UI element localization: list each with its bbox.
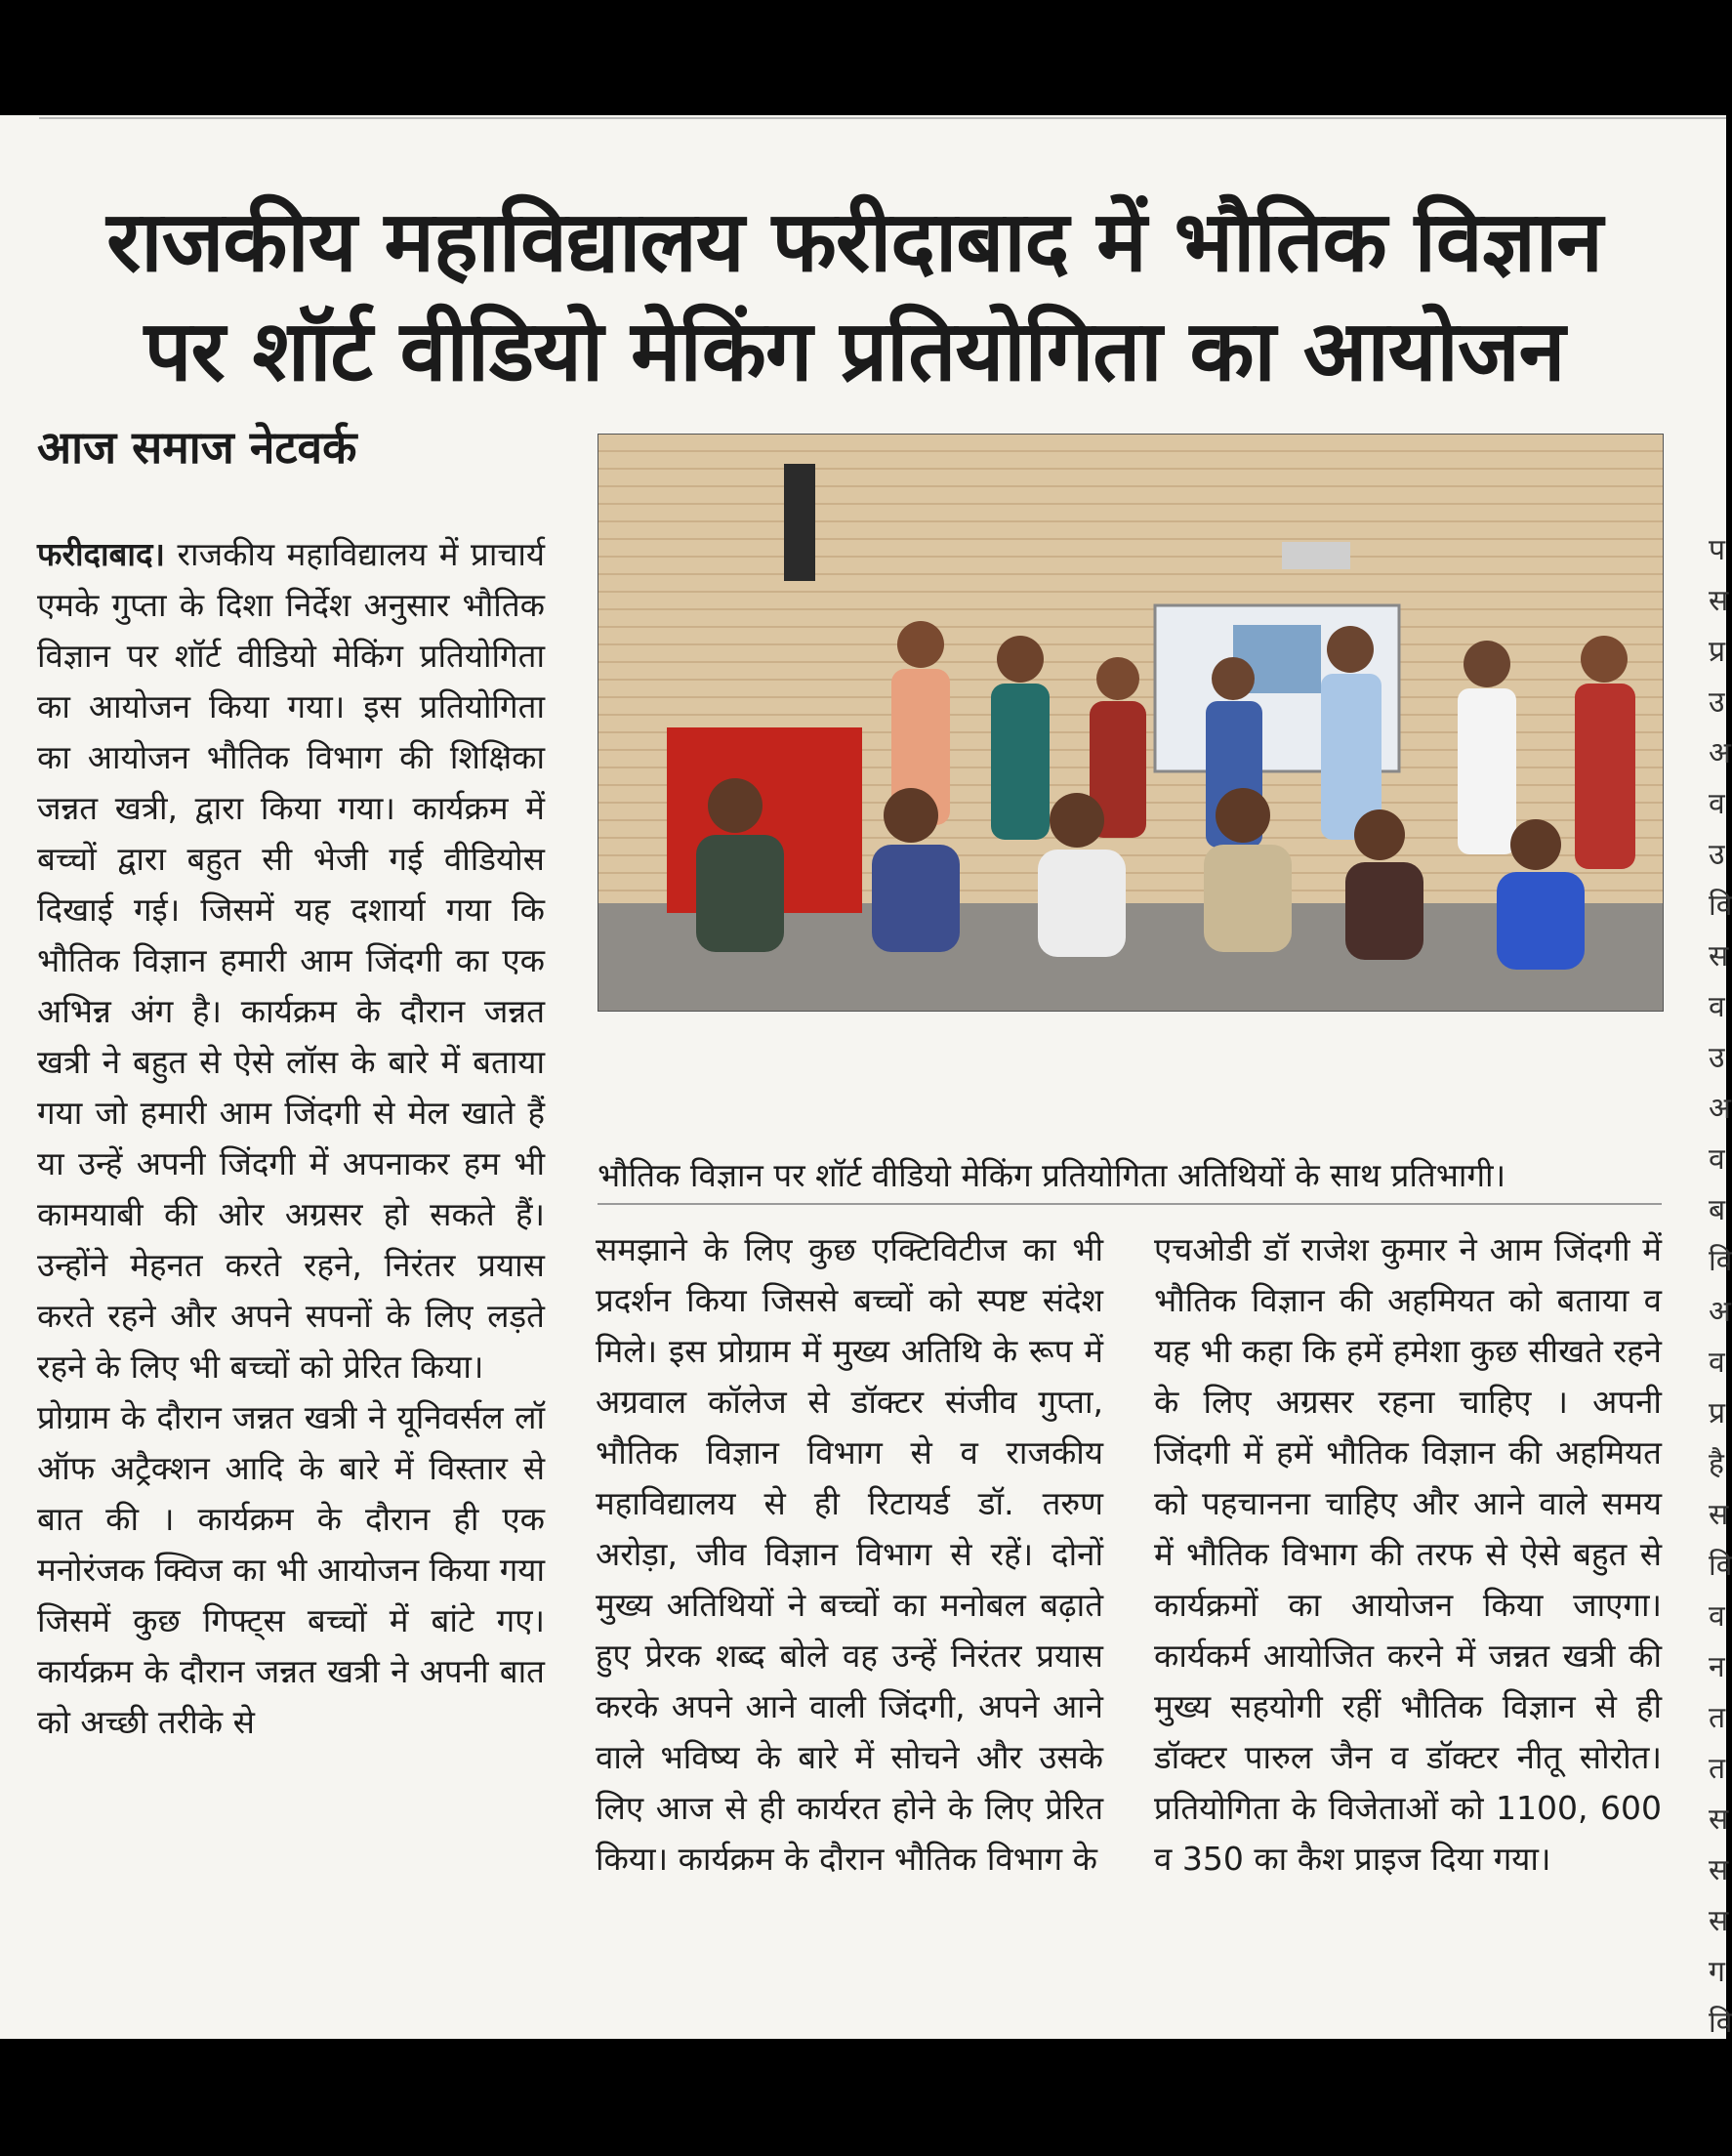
adjacent-column-fragment: है	[1709, 1447, 1724, 1481]
adjacent-column-fragment: स	[1709, 584, 1729, 618]
adjacent-column-fragment: वि	[1709, 1549, 1732, 1583]
event-photo	[598, 434, 1664, 1012]
adjacent-column-fragment: वि	[1709, 1244, 1732, 1278]
speaker	[784, 464, 815, 581]
headline-line-2: पर शॉर्ट वीडियो मेकिंग प्रतियोगिता का आयोजन	[144, 303, 1565, 400]
adjacent-column-fragment: ग	[1709, 1955, 1725, 1989]
adjacent-column-fragment: ब	[1709, 1193, 1726, 1227]
adjacent-column-fragment: प्र	[1709, 635, 1726, 669]
newspaper-page	[0, 115, 1732, 2040]
byline: आज समाज नेटवर्क	[37, 421, 357, 474]
adjacent-column-fragment: व	[1709, 1142, 1725, 1177]
article-column-2	[596, 1224, 1103, 1885]
adjacent-column-fragment: स	[1709, 1803, 1729, 1837]
adjacent-column-fragment: उ	[1709, 685, 1725, 720]
adjacent-column-fragment: त	[1709, 1701, 1726, 1735]
adjacent-column-fragment: अ	[1709, 1092, 1731, 1126]
adjacent-column-fragment: उ	[1709, 838, 1725, 872]
adjacent-column-fragment: स	[1709, 1853, 1729, 1887]
adjacent-column-fragment: अ	[1709, 1295, 1731, 1329]
adjacent-column-fragment: अ	[1709, 736, 1731, 770]
adjacent-column-cutoff	[1707, 115, 1732, 2040]
column-3-text: एचओडी डॉ राजेश कुमार ने आम जिंदगी में भौतिक विज्ञान की अहमियत को बताया व यह भी कहा कि हमें हमेशा कुछ सीखते रहने के लिए अग्रसर रहना चाहिए । अपनी जिंदगी में हमें भौतिक विज्ञान की अहमियत को पहचानना चाहिए और आने वाले समय में भौतिक विभाग की तरफ से ऐसे बहुत से कार्यक्रमों का आयोजन किया जाएगा। कार्यकर्म आयोजित करने में जन्नत खत्री की मुख्य सहयोगी रहीं भौतिक विज्ञान से ही डॉक्टर पारुल जैन व डॉक्टर नीतू सोरोत। प्रतियोगिता के विजेताओं को 1100, 600 व 350 का कैश प्राइज दिया गया।	[1154, 1230, 1662, 1878]
article-column-1	[37, 529, 545, 1748]
article-column-3	[1154, 1224, 1662, 1885]
adjacent-column-fragment: स	[1709, 1904, 1729, 1938]
paragraph-1	[37, 529, 545, 1392]
adjacent-column-fragment: व	[1709, 1346, 1725, 1380]
dateline: फरीदाबाद।	[37, 535, 165, 573]
adjacent-column-fragment: स	[1709, 1498, 1729, 1532]
paragraph-1-text: राजकीय महाविद्यालय में प्राचार्य एमके गुप्ता के दिशा निर्देश अनुसार भौतिक विज्ञान पर शॉर्ट वीडियो मेकिंग प्रतियोगिता का आयोजन किया गया। इस प्रतियोगिता का आयोजन भौतिक विभाग की शिक्षिका जन्नत खत्री, द्वारा किया गया। कार्यक्रम में बच्चों द्वारा बहुत सी भेजी गई वीडियोस दिखाई गई। जिसमें यह दशार्या गया कि भौतिक विज्ञान हमारी आम जिंदगी का एक अभिन्न अंग है। कार्यक्रम के दौरान जन्नत खत्री ने बहुत से ऐसे लॉस के बारे में बताया गया जो हमारी आम जिंदगी से मेल खाते हैं या उन्हें अपनी जिंदगी में अपनाकर हम भी कामयाबी की ओर अग्रसर हो सकते हैं। उन्होंने मेहनत करते रहने, निरंतर प्रयास करते रहने और अपने सपनों के लिए लड़ते रहने के लिए भी बच्चों को प्रेरित किया।	[37, 535, 546, 1386]
adjacent-column-fragment: न	[1709, 1650, 1725, 1684]
adjacent-column-fragment: त	[1709, 1752, 1726, 1786]
paragraph-2: प्रोग्राम के दौरान जन्नत खत्री ने यूनिवर्सल लॉ ऑफ अट्रैक्शन आदि के बारे में विस्तार से बात की । कार्यक्रम के दौरान ही एक मनोरंजक क्विज का भी आयोजन किया गया जिसमें कुछ गिफ्ट्स बच्चों में बांटे गए। कार्यक्रम के दौरान जन्नत खत्री ने अपनी बात को अच्छी तरीके से	[37, 1398, 545, 1741]
adjacent-column-fragment: वि	[1709, 2006, 1732, 2040]
adjacent-column-fragment: स	[1709, 939, 1729, 974]
adjacent-column-fragment: उ	[1709, 1041, 1725, 1075]
photo-caption: भौतिक विज्ञान पर शॉर्ट वीडियो मेकिंग प्रतियोगिता अतिथियों के साथ प्रतिभागी।	[598, 1156, 1506, 1194]
adjacent-column-fragment: प	[1709, 533, 1726, 567]
adjacent-column-fragment: व	[1709, 990, 1725, 1024]
group-photo-illustration	[598, 435, 1663, 1011]
top-rule	[39, 117, 1726, 119]
projector	[1282, 542, 1350, 569]
column-2-text: समझाने के लिए कुछ एक्टिविटीज का भी प्रदर्शन किया जिससे बच्चों को स्पष्ट संदेश मिले। इस प्रोग्राम में मुख्य अतिथि के रूप में अग्रवाल कॉलेज से डॉक्टर संजीव गुप्ता, भौतिक विज्ञान विभाग से व राजकीय महाविद्यालय से ही रिटायर्ड डॉ. तरुण अरोड़ा, जीव विज्ञान विभाग से रहें। दोनों मुख्य अतिथियों ने बच्चों का मनोबल बढ़ाते हुए प्रेरक शब्द बोले वह उन्हें निरंतर प्रयास करके अपने आने वाली जिंदगी, अपने आने वाले भविष्य के बारे में सोचने और उसके लिए आज से ही कार्यरत होने के लिए प्रेरित किया। कार्यक्रम के दौरान भौतिक विभाग के	[596, 1230, 1103, 1878]
adjacent-column-fragment: वि	[1709, 889, 1732, 923]
headline-line-1: राजकीय महाविद्यालय फरीदाबाद में भौतिक विज्ञान	[106, 193, 1602, 291]
adjacent-column-fragment: व	[1709, 1599, 1725, 1634]
adjacent-column-fragment: व	[1709, 787, 1725, 821]
caption-rule	[598, 1203, 1662, 1205]
adjacent-column-fragment: प्र	[1709, 1396, 1726, 1430]
